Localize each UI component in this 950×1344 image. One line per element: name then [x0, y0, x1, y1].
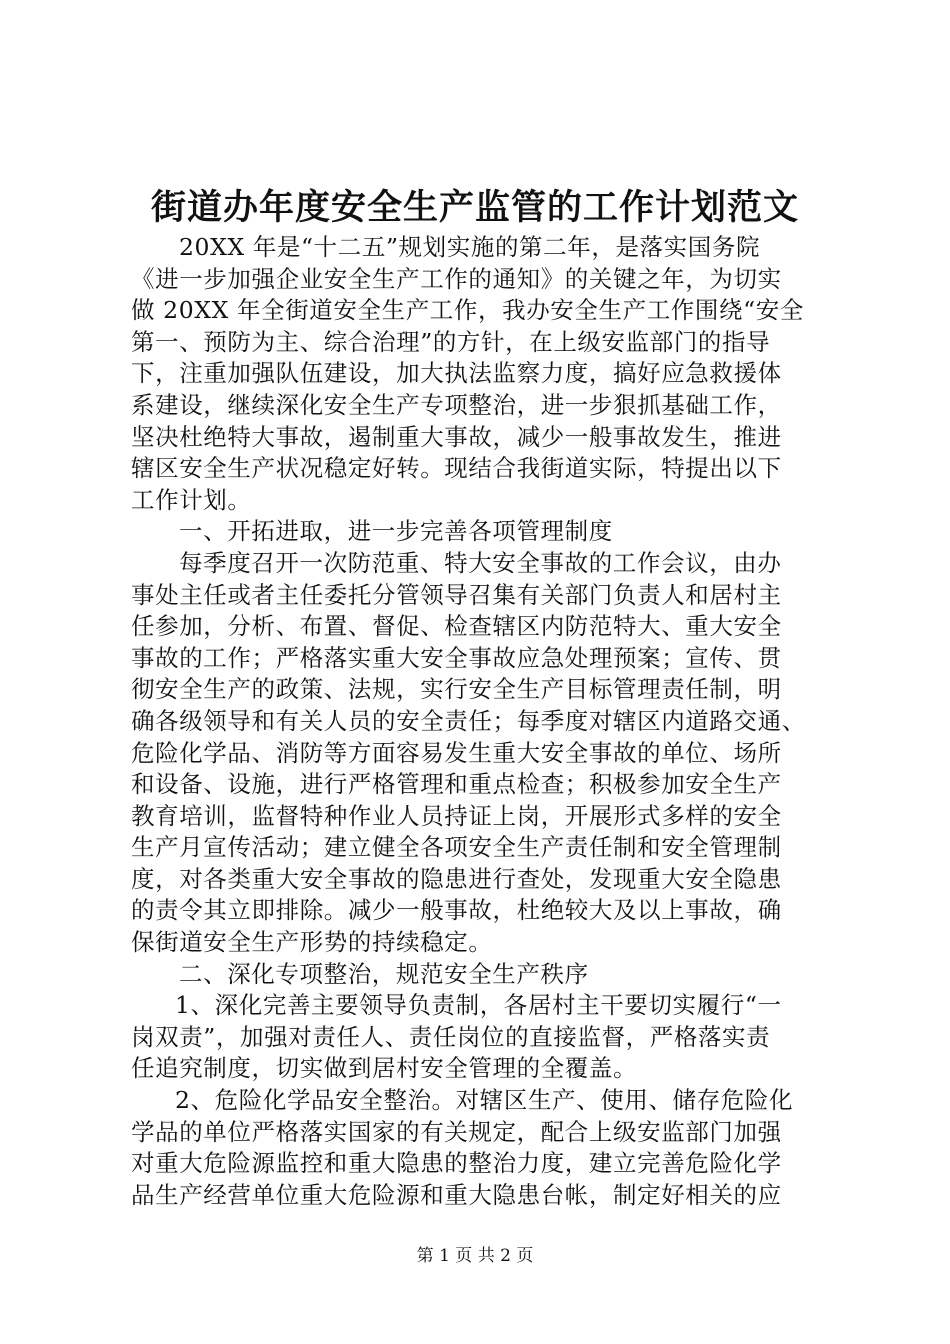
text-line: 2、危险化学品安全整治。对辖区生产、使用、储存危险化	[175, 1086, 794, 1115]
text-line: 事处主任或者主任委托分管领导召集有关部门负责人和居村主	[131, 580, 782, 609]
text-line: 任追究制度，切实做到居村安全管理的全覆盖。	[131, 1054, 638, 1083]
page-number-footer: 第 1 页 共 2 页	[416, 1246, 534, 1266]
text-line: 的责令其立即排除。减少一般事故，杜绝较大及以上事故，确	[131, 896, 782, 925]
text-line: 教育培训，监督特种作业人员持证上岗，开展形式多样的安全	[131, 801, 782, 830]
text-line: 生产月宣传活动；建立健全各项安全生产责任制和安全管理制	[131, 833, 782, 862]
text-line: 辖区安全生产状况稳定好转。现结合我街道实际，特提出以下	[131, 454, 782, 483]
text-line: 对重大危险源监控和重大隐患的整治力度，建立完善危险化学	[131, 1149, 782, 1178]
text-line: 1、深化完善主要领导负责制，各居村主干要切实履行“一	[175, 991, 782, 1020]
text-line: 每季度召开一次防范重、特大安全事故的工作会议，由办	[179, 548, 782, 577]
text-line: 坚决杜绝特大事故，遏制重大事故，减少一般事故发生，推进	[131, 422, 782, 451]
text-line: 20XX 年是“十二五”规划实施的第二年，是落实国务院	[179, 233, 761, 261]
text-line: 任参加，分析、布置、督促、检查辖区内防范特大、重大安全	[131, 612, 782, 641]
section-heading-1: 一、开拓进取，进一步完善各项管理制度	[179, 517, 613, 546]
text-line: 学品的单位严格落实国家的有关规定，配合上级安监部门加强	[131, 1117, 782, 1146]
text-line: 工作计划。	[131, 485, 252, 514]
text-line: 品生产经营单位重大危险源和重大隐患台帐，制定好相关的应	[131, 1180, 782, 1209]
text-line: 确各级领导和有关人员的安全责任；每季度对辖区内道路交通、	[131, 706, 806, 735]
document-body	[131, 232, 831, 1211]
text-line: 《进一步加强企业安全生产工作的通知》的关键之年，为切实	[131, 264, 782, 293]
text-line: 事故的工作；严格落实重大安全事故应急处理预案；宣传、贯	[131, 643, 782, 672]
section-heading-2: 二、深化专项整治，规范安全生产秩序	[179, 959, 589, 988]
text-line: 下，注重加强队伍建设，加大执法监察力度，搞好应急救援体	[131, 359, 782, 388]
document-title: 街道办年度安全生产监管的工作计划范文	[150, 188, 799, 228]
text-line: 做 20XX 年全街道安全生产工作，我办安全生产工作围绕“安全	[131, 296, 804, 325]
text-line: 度，对各类重大安全事故的隐患进行查处，发现重大安全隐患	[131, 864, 782, 893]
text-line: 岗双责”，加强对责任人、责任岗位的直接监督，严格落实责	[131, 1022, 771, 1051]
text-line: 系建设，继续深化安全生产专项整治，进一步狠抓基础工作，	[131, 390, 782, 419]
text-line: 保街道安全生产形势的持续稳定。	[131, 928, 493, 957]
text-line: 危险化学品、消防等方面容易发生重大安全事故的单位、场所	[131, 738, 782, 767]
text-line: 彻安全生产的政策、法规，实行安全生产目标管理责任制，明	[131, 675, 782, 704]
text-line: 和设备、设施，进行严格管理和重点检查；积极参加安全生产	[131, 770, 782, 799]
text-line: 第一、预防为主、综合治理”的方针，在上级安监部门的指导	[131, 327, 771, 356]
